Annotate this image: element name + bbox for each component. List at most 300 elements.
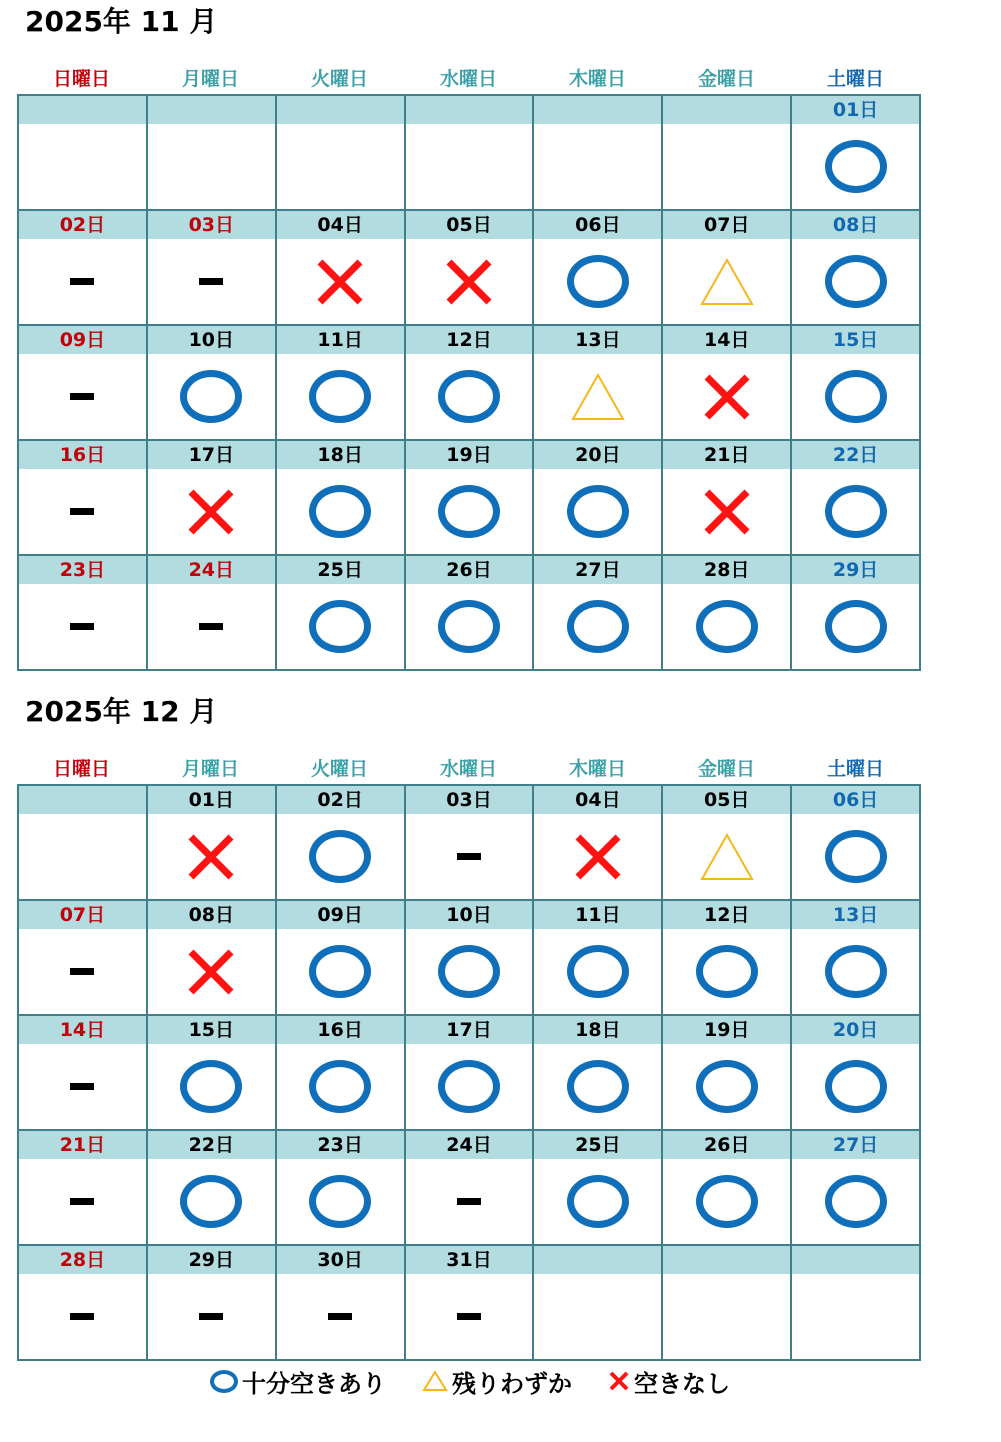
calendar-day-cell (663, 326, 792, 441)
calendar-day-cell (406, 1131, 535, 1246)
availability-mark (406, 354, 533, 439)
day-number: 26日 (406, 556, 533, 584)
day-number: 10日 (148, 326, 275, 354)
circle-icon (825, 945, 887, 998)
day-number: 27日 (534, 556, 661, 584)
circle-icon (180, 1175, 242, 1228)
day-number: 21日 (663, 441, 790, 469)
calendar-day-cell (534, 211, 663, 326)
cross-icon (187, 948, 235, 996)
circle-icon (825, 485, 887, 538)
availability-mark (406, 1159, 533, 1244)
dash-icon (70, 968, 94, 975)
circle-icon (696, 1060, 758, 1113)
availability-mark (277, 814, 404, 899)
calendar-week (19, 556, 921, 671)
availability-mark (534, 929, 661, 1014)
month-title: 2025年 12 月 (25, 695, 218, 728)
day-number: 13日 (534, 326, 661, 354)
calendar-day-cell (663, 1246, 792, 1361)
availability-mark (663, 929, 790, 1014)
calendar-day-cell (792, 786, 921, 901)
availability-mark (792, 1044, 919, 1129)
legend-item-few-left (422, 1364, 572, 1399)
day-number: 23日 (19, 556, 146, 584)
circle-icon (567, 485, 629, 538)
day-number: 19日 (663, 1016, 790, 1044)
day-number (534, 1246, 661, 1274)
calendar-day-cell (277, 1016, 406, 1131)
day-number: 10日 (406, 901, 533, 929)
day-number: 02日 (277, 786, 404, 814)
cross-icon (608, 1370, 630, 1392)
dash-icon (70, 1313, 94, 1320)
circle-icon (825, 140, 887, 193)
day-number: 14日 (19, 1016, 146, 1044)
dash-icon (70, 1198, 94, 1205)
availability-mark (19, 1044, 146, 1129)
calendar-grid (17, 784, 921, 1361)
calendar-grid (17, 94, 921, 671)
day-number: 24日 (406, 1131, 533, 1159)
circle-icon (309, 1060, 371, 1113)
dash-icon (457, 1198, 481, 1205)
cross-icon (316, 258, 364, 306)
availability-mark (663, 354, 790, 439)
calendar-day-cell (792, 96, 921, 211)
calendar-week (19, 786, 921, 901)
circle-icon (438, 485, 500, 538)
calendar-day-cell (663, 96, 792, 211)
calendar-day-cell (534, 556, 663, 671)
day-number (406, 96, 533, 124)
availability-mark (277, 469, 404, 554)
day-number: 04日 (534, 786, 661, 814)
availability-mark (406, 814, 533, 899)
circle-icon (696, 945, 758, 998)
calendar-day-cell (534, 1016, 663, 1131)
weekday-label: 金曜日 (697, 758, 755, 780)
circle-icon (309, 945, 371, 998)
circle-icon (825, 830, 887, 883)
day-number: 12日 (406, 326, 533, 354)
dash-icon (70, 623, 94, 630)
day-number: 28日 (663, 556, 790, 584)
day-number: 15日 (148, 1016, 275, 1044)
availability-mark (792, 469, 919, 554)
calendar-day-cell (663, 441, 792, 556)
dash-icon (199, 1313, 223, 1320)
calendar-week (19, 1246, 921, 1361)
calendar-day-cell (277, 96, 406, 211)
day-number: 01日 (792, 96, 919, 124)
day-number (792, 1246, 919, 1274)
calendar-week (19, 326, 921, 441)
calendar-day-cell (663, 901, 792, 1016)
calendar-day-cell (792, 326, 921, 441)
triangle-icon (570, 372, 626, 422)
availability-mark (148, 1044, 275, 1129)
availability-mark (148, 929, 275, 1014)
availability-mark (277, 929, 404, 1014)
day-number: 17日 (406, 1016, 533, 1044)
availability-mark (534, 1044, 661, 1129)
dash-icon (199, 278, 223, 285)
day-number: 18日 (534, 1016, 661, 1044)
availability-mark (277, 354, 404, 439)
availability-mark (663, 239, 790, 324)
calendar-week (19, 441, 921, 556)
availability-mark (534, 239, 661, 324)
weekday-label: 日曜日 (52, 68, 110, 90)
weekday-label: 木曜日 (568, 758, 626, 780)
day-number (534, 96, 661, 124)
cross-icon (187, 488, 235, 536)
day-number: 08日 (792, 211, 919, 239)
availability-mark (663, 814, 790, 899)
calendar-day-cell (277, 556, 406, 671)
dash-icon (457, 1313, 481, 1320)
availability-mark (663, 469, 790, 554)
circle-icon (825, 600, 887, 653)
availability-mark (792, 124, 919, 209)
circle-icon (309, 830, 371, 883)
calendar-week (19, 1131, 921, 1246)
availability-mark (19, 1159, 146, 1244)
circle-icon (309, 1175, 371, 1228)
triangle-icon (699, 257, 755, 307)
calendar-day-cell (148, 786, 277, 901)
calendar-day-cell (277, 901, 406, 1016)
calendar-day-cell (19, 96, 148, 211)
day-number: 02日 (19, 211, 146, 239)
calendar-day-cell (534, 1246, 663, 1361)
calendar-day-cell (792, 1131, 921, 1246)
calendar-day-cell (534, 326, 663, 441)
day-number: 13日 (792, 901, 919, 929)
availability-mark (792, 584, 919, 669)
calendar-day-cell (148, 901, 277, 1016)
dash-icon (70, 508, 94, 515)
day-number (663, 96, 790, 124)
day-number (663, 1246, 790, 1274)
availability-mark (406, 239, 533, 324)
calendar-day-cell (792, 1246, 921, 1361)
dash-icon (328, 1313, 352, 1320)
calendar-week (19, 1016, 921, 1131)
circle-icon (180, 370, 242, 423)
weekday-label: 水曜日 (439, 68, 497, 90)
day-number (19, 96, 146, 124)
legend-label-full: 空きなし (634, 1369, 730, 1398)
availability-mark (534, 814, 661, 899)
availability-mark (792, 1159, 919, 1244)
availability-mark (406, 1274, 533, 1359)
calendar-day-cell (148, 96, 277, 211)
calendar-day-cell (19, 901, 148, 1016)
calendar-day-cell (19, 441, 148, 556)
calendar-day-cell (406, 1246, 535, 1361)
day-number: 16日 (277, 1016, 404, 1044)
legend-item-full (608, 1364, 730, 1399)
day-number (277, 96, 404, 124)
calendar-day-cell (148, 211, 277, 326)
legend-item-available (210, 1364, 386, 1399)
day-number: 20日 (534, 441, 661, 469)
calendar-day-cell (406, 211, 535, 326)
circle-icon (567, 945, 629, 998)
day-number: 15日 (792, 326, 919, 354)
availability-mark (148, 584, 275, 669)
calendar-day-cell (148, 1131, 277, 1246)
weekday-label: 月曜日 (181, 758, 239, 780)
calendar-day-cell (19, 326, 148, 441)
availability-mark (663, 584, 790, 669)
circle-icon (567, 1175, 629, 1228)
calendar-day-cell (406, 901, 535, 1016)
calendar-day-cell (792, 1016, 921, 1131)
availability-mark (277, 239, 404, 324)
circle-icon (309, 485, 371, 538)
calendar-day-cell (277, 1246, 406, 1361)
calendar-day-cell (406, 326, 535, 441)
calendar-day-cell (663, 1131, 792, 1246)
availability-mark (406, 469, 533, 554)
day-number: 07日 (19, 901, 146, 929)
circle-icon (438, 370, 500, 423)
day-number (19, 786, 146, 814)
day-number: 29日 (792, 556, 919, 584)
calendar-day-cell (148, 1246, 277, 1361)
dash-icon (457, 853, 481, 860)
weekday-label: 水曜日 (439, 758, 497, 780)
day-number: 01日 (148, 786, 275, 814)
day-number (148, 96, 275, 124)
day-number: 12日 (663, 901, 790, 929)
availability-mark (19, 239, 146, 324)
calendar-day-cell (406, 786, 535, 901)
day-number: 24日 (148, 556, 275, 584)
availability-mark (277, 1044, 404, 1129)
day-number: 21日 (19, 1131, 146, 1159)
circle-icon (567, 255, 629, 308)
circle-icon (567, 1060, 629, 1113)
dash-icon (70, 1083, 94, 1090)
weekday-label: 日曜日 (52, 758, 110, 780)
day-number: 18日 (277, 441, 404, 469)
calendar-week (19, 211, 921, 326)
calendar-day-cell (406, 556, 535, 671)
triangle-icon (422, 1370, 448, 1392)
day-number: 31日 (406, 1246, 533, 1274)
calendar-day-cell (534, 441, 663, 556)
availability-mark (19, 469, 146, 554)
legend-label-available: 十分空きあり (242, 1369, 386, 1398)
circle-icon (567, 600, 629, 653)
day-number: 04日 (277, 211, 404, 239)
dash-icon (70, 278, 94, 285)
day-number: 16日 (19, 441, 146, 469)
circle-icon (696, 600, 758, 653)
calendar-day-cell (19, 786, 148, 901)
circle-icon (438, 600, 500, 653)
day-number: 03日 (148, 211, 275, 239)
calendar-week (19, 901, 921, 1016)
circle-icon (825, 1175, 887, 1228)
day-number: 07日 (663, 211, 790, 239)
legend-label-few-left: 残りわずか (452, 1369, 572, 1398)
day-number: 20日 (792, 1016, 919, 1044)
availability-mark (277, 1274, 404, 1359)
availability-mark (19, 929, 146, 1014)
calendar-day-cell (19, 1016, 148, 1131)
circle-icon (309, 600, 371, 653)
day-number: 27日 (792, 1131, 919, 1159)
day-number: 11日 (277, 326, 404, 354)
circle-icon (696, 1175, 758, 1228)
calendar-day-cell (406, 1016, 535, 1131)
day-number: 30日 (277, 1246, 404, 1274)
availability-mark (277, 584, 404, 669)
day-number: 08日 (148, 901, 275, 929)
weekday-label: 火曜日 (310, 758, 368, 780)
cross-icon (703, 488, 751, 536)
availability-mark (534, 584, 661, 669)
day-number: 17日 (148, 441, 275, 469)
calendar-day-cell (277, 441, 406, 556)
availability-mark (663, 1044, 790, 1129)
calendar-day-cell (534, 901, 663, 1016)
calendar-day-cell (792, 901, 921, 1016)
calendar-day-cell (148, 1016, 277, 1131)
weekday-label: 金曜日 (697, 68, 755, 90)
availability-mark (148, 239, 275, 324)
calendar-day-cell (663, 786, 792, 901)
availability-mark (406, 584, 533, 669)
dash-icon (199, 623, 223, 630)
legend (0, 1363, 940, 1399)
day-number: 19日 (406, 441, 533, 469)
calendar-day-cell (792, 441, 921, 556)
availability-mark (19, 584, 146, 669)
calendar-day-cell (19, 211, 148, 326)
triangle-icon (699, 832, 755, 882)
month-title: 2025年 11 月 (25, 5, 218, 38)
weekday-header (17, 754, 921, 784)
availability-mark (148, 469, 275, 554)
circle-icon (825, 255, 887, 308)
weekday-label: 火曜日 (310, 68, 368, 90)
day-number: 09日 (19, 326, 146, 354)
calendar-day-cell (534, 786, 663, 901)
day-number: 22日 (792, 441, 919, 469)
calendar-day-cell (663, 556, 792, 671)
dash-icon (70, 393, 94, 400)
calendar-day-cell (663, 1016, 792, 1131)
availability-mark (148, 814, 275, 899)
day-number: 25日 (277, 556, 404, 584)
day-number: 06日 (534, 211, 661, 239)
weekday-label: 木曜日 (568, 68, 626, 90)
availability-mark (148, 354, 275, 439)
availability-mark (792, 814, 919, 899)
availability-mark (148, 1159, 275, 1244)
circle-icon (438, 945, 500, 998)
calendar-day-cell (406, 441, 535, 556)
calendar-day-cell (148, 326, 277, 441)
availability-mark (148, 1274, 275, 1359)
circle-icon (309, 370, 371, 423)
calendar-day-cell (148, 441, 277, 556)
circle-icon (438, 1060, 500, 1113)
calendar-day-cell (19, 1246, 148, 1361)
availability-mark (19, 1274, 146, 1359)
day-number: 11日 (534, 901, 661, 929)
circle-icon (825, 1060, 887, 1113)
day-number: 28日 (19, 1246, 146, 1274)
cross-icon (187, 833, 235, 881)
calendar-day-cell (148, 556, 277, 671)
weekday-header (17, 64, 921, 94)
day-number: 03日 (406, 786, 533, 814)
day-number: 06日 (792, 786, 919, 814)
circle-icon (210, 1370, 238, 1393)
calendar-week (19, 96, 921, 211)
availability-mark (792, 354, 919, 439)
weekday-label: 月曜日 (181, 68, 239, 90)
day-number: 26日 (663, 1131, 790, 1159)
availability-mark (534, 469, 661, 554)
calendar-day-cell (19, 556, 148, 671)
calendar-day-cell (663, 211, 792, 326)
availability-mark (792, 929, 919, 1014)
day-number: 14日 (663, 326, 790, 354)
availability-mark (19, 354, 146, 439)
weekday-label: 土曜日 (826, 758, 884, 780)
availability-mark (663, 1159, 790, 1244)
calendar-day-cell (534, 96, 663, 211)
cross-icon (574, 833, 622, 881)
calendar-day-cell (534, 1131, 663, 1246)
weekday-label: 土曜日 (826, 68, 884, 90)
circle-icon (180, 1060, 242, 1113)
cross-icon (445, 258, 493, 306)
availability-mark (534, 354, 661, 439)
availability-mark (406, 1044, 533, 1129)
availability-mark (792, 239, 919, 324)
day-number: 05日 (406, 211, 533, 239)
availability-mark (406, 929, 533, 1014)
day-number: 22日 (148, 1131, 275, 1159)
calendar-day-cell (277, 211, 406, 326)
day-number: 25日 (534, 1131, 661, 1159)
day-number: 05日 (663, 786, 790, 814)
calendar-day-cell (406, 96, 535, 211)
day-number: 09日 (277, 901, 404, 929)
calendar-day-cell (277, 326, 406, 441)
calendar-day-cell (19, 1131, 148, 1246)
circle-icon (825, 370, 887, 423)
calendar-day-cell (277, 786, 406, 901)
day-number: 23日 (277, 1131, 404, 1159)
calendar-day-cell (277, 1131, 406, 1246)
availability-mark (534, 1159, 661, 1244)
cross-icon (703, 373, 751, 421)
day-number: 29日 (148, 1246, 275, 1274)
availability-mark (277, 1159, 404, 1244)
calendar-day-cell (792, 211, 921, 326)
calendar-day-cell (792, 556, 921, 671)
